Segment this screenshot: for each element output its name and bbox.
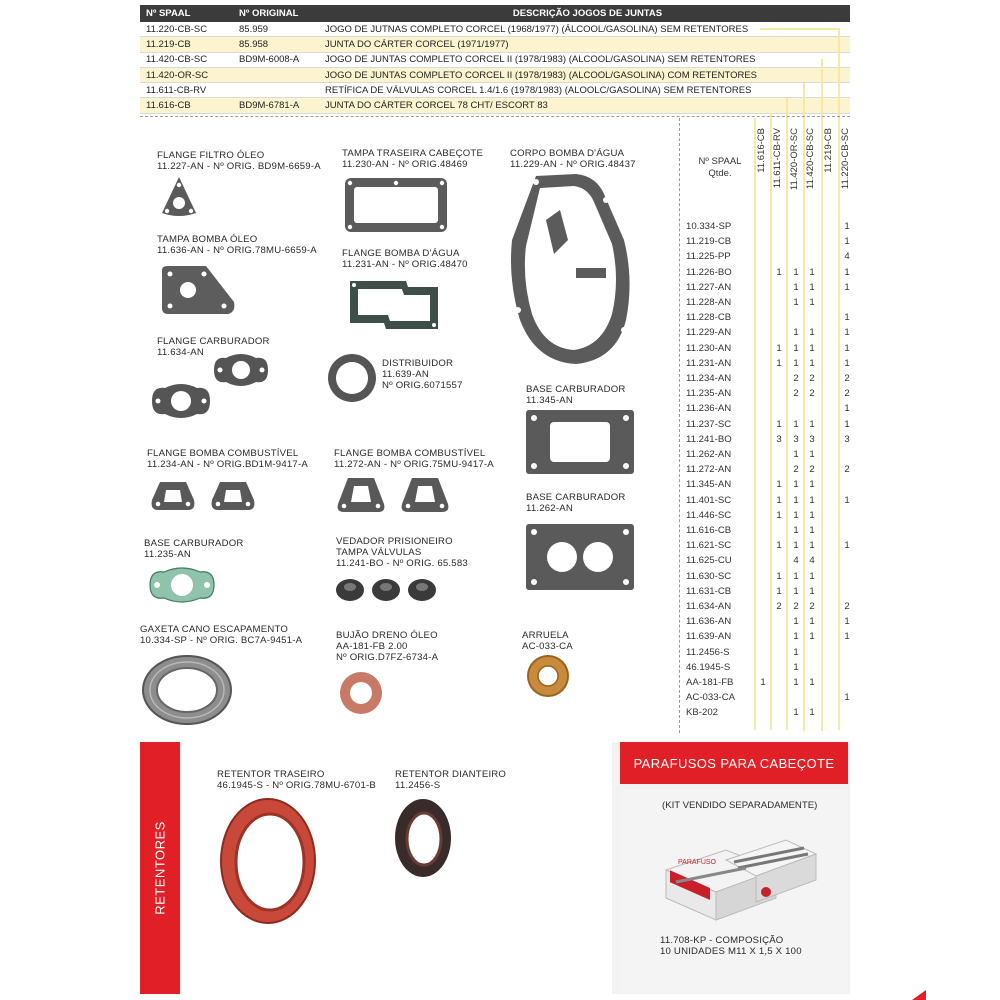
cell-spaal: 11.611-CB-RV	[146, 84, 207, 96]
matrix-qty: 1	[809, 327, 815, 339]
matrix-qty: 1	[844, 692, 850, 704]
matrix-qty: 3	[844, 433, 850, 445]
matrix-qty: 1	[844, 281, 850, 293]
matrix-qty: 1	[793, 418, 799, 430]
matrix-row	[686, 707, 856, 722]
cell-spaal: 11.420-OR-SC	[146, 69, 209, 81]
gaxeta-cano-escapamento-ring	[140, 652, 234, 728]
matrix-row	[686, 601, 856, 616]
matrix-qty: 1	[793, 661, 799, 673]
matrix-column-header: 11.420-CB-SC	[805, 128, 816, 190]
cell-description: JOGO DE JUTNAS COMPLETO CORCEL (1968/1977) (ÁLCOOL/GASOLINA) SEM RETENTORES	[325, 23, 749, 35]
matrix-row-code: 11.230-AN	[686, 342, 732, 354]
box-label: PARAFUSO	[678, 859, 716, 866]
matrix-row-code: 11.237-SC	[686, 418, 732, 430]
matrix-qty: 1	[844, 403, 850, 415]
matrix-qty: 1	[776, 494, 782, 506]
matrix-qty: 1	[809, 509, 815, 521]
matrix-row	[686, 221, 856, 236]
matrix-qty: 1	[776, 585, 782, 597]
part-label: GAXETA CANO ESCAPAMENTO 10.334-SP - Nº ORIG. BC7A-9451-A	[140, 624, 303, 646]
matrix-row	[686, 677, 856, 692]
matrix-row	[686, 267, 856, 282]
matrix-qty: 2	[844, 464, 850, 476]
matrix-header	[688, 156, 752, 180]
part-label: BASE CARBURADOR 11.345-AN	[526, 384, 626, 406]
matrix-qty: 1	[844, 312, 850, 324]
matrix-qty: 1	[793, 509, 799, 521]
matrix-qty: 1	[793, 479, 799, 491]
matrix-qty: 1	[793, 266, 799, 278]
matrix-qty: 1	[844, 418, 850, 430]
matrix-qty: 2	[793, 373, 799, 384]
flange-bomba-combustivel-gasket	[398, 474, 452, 516]
table-row	[140, 98, 850, 113]
matrix-row	[686, 403, 856, 418]
matrix-row-code: 11.236-AN	[686, 403, 732, 415]
vedador-prisioneiro-seals	[334, 576, 438, 606]
matrix-row	[686, 312, 856, 327]
divider	[140, 116, 850, 117]
matrix-row-code: AA-181-FB	[686, 677, 734, 688]
matrix-qty: 1	[809, 357, 815, 369]
matrix-qty: 1	[809, 494, 815, 506]
matrix-row-code: AC-033-CA	[686, 692, 736, 704]
matrix-qty: 3	[776, 433, 782, 445]
corpo-bomba-agua-gasket	[506, 170, 638, 370]
matrix-qty: 2	[793, 388, 799, 400]
matrix-row-code: 11.272-AN	[686, 464, 732, 476]
matrix-spaal-label: Nº SPAAL	[698, 156, 742, 167]
cell-spaal: 11.219-CB	[146, 38, 191, 50]
matrix-qty: 1	[793, 327, 799, 339]
part-label: RETENTOR TRASEIRO 46.1945-S - Nº ORIG.78MU-6701-B	[217, 769, 377, 791]
matrix-qty: 1	[809, 281, 815, 293]
matrix-qty: 1	[809, 525, 815, 536]
guide-line	[760, 28, 840, 30]
part-label: TAMPA TRASEIRA CABEÇOTE 11.230-AN - Nº ORIG.48469	[342, 148, 484, 170]
matrix-qty: 1	[844, 221, 850, 232]
matrix-qty: 1	[809, 585, 815, 597]
matrix-row	[686, 510, 856, 525]
parafusos-banner: PARAFUSOS PARA CABEÇOTE	[620, 742, 848, 784]
matrix-row-code: 11.631-CB	[686, 585, 732, 597]
part-label: BUJÃO DRENO ÓLEO AA-181-FB 2.00 Nº ORIG.D7FZ-6734-A	[336, 630, 439, 663]
table-row	[140, 83, 850, 98]
part-label: ARRUELA AC-033-CA	[522, 630, 573, 652]
matrix-qty: 1	[844, 494, 850, 506]
matrix-qty: 1	[776, 342, 782, 354]
matrix-row-code: 11.401-SC	[686, 494, 732, 506]
matrix-row	[686, 479, 856, 494]
matrix-qty-label: Qtde.	[708, 168, 732, 179]
matrix-row-code: 11.630-SC	[686, 570, 732, 582]
matrix-qty: 1	[809, 616, 815, 628]
matrix-column-header: 11.611-CB-RV	[772, 128, 783, 189]
matrix-qty: 1	[844, 357, 850, 369]
matrix-qty: 1	[809, 707, 815, 719]
matrix-qty: 4	[793, 555, 799, 567]
matrix-qty: 1	[793, 707, 799, 719]
arruela-washer	[526, 654, 570, 698]
matrix-row-code: 11.234-AN	[686, 373, 732, 384]
matrix-qty: 1	[844, 327, 850, 339]
matrix-row-code: 11.446-SC	[686, 509, 732, 521]
matrix-column-header: 11.420-OR-SC	[789, 128, 800, 191]
matrix-qty: 2	[793, 464, 799, 476]
matrix-qty: 1	[793, 357, 799, 369]
matrix-qty: 2	[809, 388, 815, 400]
retentor-dianteiro-seal	[392, 796, 454, 880]
matrix-row	[686, 343, 856, 358]
matrix-qty: 1	[809, 540, 815, 552]
matrix-qty: 1	[844, 266, 850, 278]
matrix-row-code: 11.262-AN	[686, 449, 732, 460]
matrix-qty: 1	[809, 297, 815, 308]
tampa-bomba-oleo-gasket	[158, 262, 238, 318]
matrix-column-header: 11.220-CB-SC	[840, 128, 851, 190]
base-carburador-262-gasket	[524, 522, 636, 592]
cell-description: JUNTA DO CÁRTER CORCEL (1971/1977)	[325, 38, 509, 50]
matrix-row	[686, 540, 856, 555]
matrix-row-code: 11.634-AN	[686, 601, 732, 612]
matrix-qty: 3	[809, 433, 815, 445]
matrix-row-code: 11.616-CB	[686, 525, 732, 536]
matrix-qty: 1	[809, 418, 815, 430]
matrix-qty: 1	[776, 266, 782, 278]
matrix-row-code: KB-202	[686, 707, 718, 719]
divider	[679, 118, 680, 733]
matrix-qty: 1	[793, 646, 799, 658]
part-label: FLANGE BOMBA COMBUSTÍVEL 11.234-AN - Nº ORIG.BD1M-9417-A	[147, 448, 308, 470]
matrix-row-code: 11.2456-S	[686, 646, 730, 658]
matrix-row	[686, 236, 856, 251]
flange-filtro-oleo-gasket	[158, 175, 200, 219]
gasket-sets-table	[140, 5, 850, 114]
matrix-qty: 1	[793, 281, 799, 293]
matrix-qty: 1	[793, 449, 799, 460]
matrix-qty: 1	[793, 494, 799, 506]
table-row	[140, 37, 850, 52]
matrix-row	[686, 525, 856, 540]
matrix-qty: 1	[793, 585, 799, 597]
matrix-qty: 1	[776, 479, 782, 491]
cell-description: JUNTA DO CÁRTER CORCEL 78 CHT/ ESCORT 83	[325, 100, 548, 112]
matrix-row-code: 11.225-PP	[686, 251, 731, 263]
retentores-tab-label: RETENTORES	[152, 821, 168, 915]
matrix-qty: 1	[809, 570, 815, 582]
part-label: FLANGE CARBURADOR 11.634-AN	[157, 336, 270, 358]
table-row	[140, 22, 850, 37]
matrix-row-code: 11.228-CB	[686, 312, 732, 324]
cell-spaal: 11.616-CB	[146, 100, 191, 112]
matrix-qty: 1	[844, 236, 850, 248]
matrix-qty: 1	[793, 677, 799, 688]
matrix-row-code: 11.226-BO	[686, 266, 732, 278]
table-row	[140, 53, 850, 68]
matrix-qty: 1	[809, 342, 815, 354]
part-label: FLANGE BOMBA D'ÁGUA 11.231-AN - Nº ORIG.48470	[342, 248, 468, 270]
matrix-qty: 1	[776, 357, 782, 369]
matrix-row	[686, 555, 856, 570]
table-row	[140, 68, 850, 83]
matrix-row	[686, 358, 856, 373]
flange-carburador-gasket	[148, 378, 214, 424]
matrix-qty: 1	[793, 525, 799, 536]
matrix-qty: 2	[844, 388, 850, 400]
cell-spaal: 11.220-CB-SC	[146, 23, 208, 35]
matrix-row-code: 11.231-AN	[686, 357, 732, 369]
cell-original: BD9M-6781-A	[239, 100, 300, 112]
matrix-row	[686, 586, 856, 601]
matrix-qty: 4	[809, 555, 815, 567]
matrix-row	[686, 692, 856, 707]
matrix-qty: 1	[776, 509, 782, 521]
matrix-row	[686, 297, 856, 312]
matrix-qty: 1	[844, 342, 850, 354]
matrix-row-code: 10.334-SP	[686, 221, 732, 232]
matrix-qty: 1	[793, 342, 799, 354]
header-description: DESCRIÇÃO JOGOS DE JUNTAS	[512, 8, 663, 19]
matrix-qty: 1	[844, 540, 850, 552]
tampa-traseira-cabecote-gasket	[342, 175, 450, 235]
retentores-tab	[140, 742, 180, 994]
cell-description: JOGO DE JUNTAS COMPLETO CORCEL II (1978/1983) (ALCOOL/GASOLINA) SEM RETENTORES	[325, 54, 756, 66]
matrix-qty: 1	[809, 449, 815, 460]
matrix-qty: 1	[809, 266, 815, 278]
matrix-qty: 2	[844, 601, 850, 612]
part-label: CORPO BOMBA D'ÁGUA 11.229-AN - Nº ORIG.48437	[510, 148, 636, 170]
part-label: DISTRIBUIDOR 11.639-AN Nº ORIG.6071557	[382, 358, 463, 391]
flange-bomba-combustivel-gasket	[334, 474, 388, 516]
distribuidor-ring	[326, 352, 378, 404]
matrix-qty: 1	[793, 540, 799, 552]
matrix-row-code: 11.639-AN	[686, 631, 732, 643]
matrix-row	[686, 495, 856, 510]
matrix-row	[686, 434, 856, 449]
part-label: FLANGE FILTRO ÓLEO 11.227-AN - Nº ORIG. BD9M-6659-A	[157, 150, 321, 172]
matrix-row	[686, 327, 856, 342]
matrix-row	[686, 662, 856, 677]
flange-bomba-combustivel-gasket	[208, 478, 258, 514]
matrix-qty: 1	[844, 616, 850, 628]
cell-original: 85.958	[239, 38, 269, 50]
cell-spaal: 11.420-CB-SC	[146, 54, 208, 66]
matrix-qty: 1	[793, 631, 799, 643]
matrix-row	[686, 647, 856, 662]
matrix-qty: 1	[776, 570, 782, 582]
matrix-row	[686, 373, 856, 388]
matrix-row	[686, 388, 856, 403]
matrix-row	[686, 251, 856, 266]
matrix-qty: 1	[809, 677, 815, 688]
matrix-qty: 1	[793, 616, 799, 628]
corner-mark-icon	[912, 990, 926, 1000]
part-label: FLANGE BOMBA COMBUSTÍVEL 11.272-AN - Nº ORIG.75MU-9417-A	[334, 448, 494, 470]
matrix-qty: 1	[793, 297, 799, 308]
matrix-row	[686, 419, 856, 434]
base-carburador-235-gasket	[144, 562, 220, 608]
matrix-qty: 4	[844, 251, 850, 263]
cell-description: RETÍFICA DE VÁLVULAS CORCEL 1.4/1.6 (1978/1983) (ALOOLC/GASOLINA) SEM RETENTORES	[325, 84, 752, 96]
parafusos-boxes-image	[656, 830, 822, 926]
matrix-row-code: 11.625-CU	[686, 555, 732, 567]
matrix-row-code: 11.235-AN	[686, 388, 732, 400]
matrix-row-code: 11.241-BO	[686, 433, 732, 445]
matrix-row-code: 11.229-AN	[686, 327, 732, 339]
part-label: TAMPA BOMBA ÓLEO 11.636-AN - Nº ORIG.78MU-6659-A	[157, 234, 317, 256]
matrix-row	[686, 631, 856, 646]
matrix-qty: 2	[793, 601, 799, 612]
part-label: VEDADOR PRISIONEIRO TAMPA VÁLVULAS 11.241-BO - Nº ORIG. 65.583	[336, 536, 468, 569]
matrix-row-code: 11.219-CB	[686, 236, 732, 248]
matrix-qty: 1	[793, 570, 799, 582]
matrix-qty: 3	[793, 433, 799, 445]
matrix-qty: 2	[809, 601, 815, 612]
matrix-column-header: 11.219-CB	[823, 128, 834, 173]
parafusos-label: 11.708-KP - COMPOSIÇÃO 10 UNIDADES M11 X 1,5 X 100	[660, 935, 802, 957]
matrix-row-code: 46.1945-S	[686, 661, 731, 673]
matrix-qty: 1	[844, 631, 850, 643]
matrix-qty: 1	[809, 479, 815, 491]
matrix-row-code: 11.621-SC	[686, 540, 732, 552]
matrix-row-code: 11.228-AN	[686, 297, 732, 308]
flange-bomba-combustivel-gasket	[148, 478, 198, 514]
matrix-qty: 1	[776, 540, 782, 552]
cell-original: 85.959	[239, 23, 269, 35]
part-label: RETENTOR DIANTEIRO 11.2456-S	[395, 769, 507, 791]
matrix-row	[686, 282, 856, 297]
header-spaal: Nº SPAAL	[146, 8, 191, 19]
kit-note: (KIT VENDIDO SEPARADAMENTE)	[662, 800, 818, 811]
matrix-qty: 1	[809, 631, 815, 643]
matrix-row	[686, 571, 856, 586]
matrix-qty: 2	[809, 373, 815, 384]
matrix-row	[686, 616, 856, 631]
matrix-row-code: 11.636-AN	[686, 616, 732, 628]
part-label: BASE CARBURADOR 11.262-AN	[526, 492, 626, 514]
bujao-dreno-oleo-washer	[338, 670, 384, 716]
retentor-traseiro-seal	[218, 796, 318, 926]
cell-original: BD9M-6008-A	[239, 54, 300, 66]
part-label: BASE CARBURADOR 11.235-AN	[144, 538, 244, 560]
flange-bomba-agua-gasket	[346, 275, 442, 335]
header-original: Nº ORIGINAL	[239, 8, 299, 19]
matrix-row-code: 11.345-AN	[686, 479, 732, 491]
matrix-qty: 2	[809, 464, 815, 476]
matrix-qty: 2	[844, 373, 850, 384]
table-header	[140, 5, 850, 22]
matrix-row	[686, 464, 856, 479]
matrix-row	[686, 449, 856, 464]
matrix-row-code: 11.227-AN	[686, 281, 732, 293]
cell-description: JOGO DE JUNTAS COMPLETO CORCEL II (1978/1983) (ALCOOL/GASOLINA) COM RETENTORES	[325, 69, 757, 81]
matrix-qty: 2	[776, 601, 782, 612]
matrix-qty: 1	[760, 677, 766, 688]
flange-carburador-gasket	[210, 348, 272, 392]
base-carburador-345-gasket	[524, 408, 636, 476]
matrix-column-header: 11.616-CB	[756, 128, 767, 173]
matrix-qty: 1	[776, 418, 782, 430]
